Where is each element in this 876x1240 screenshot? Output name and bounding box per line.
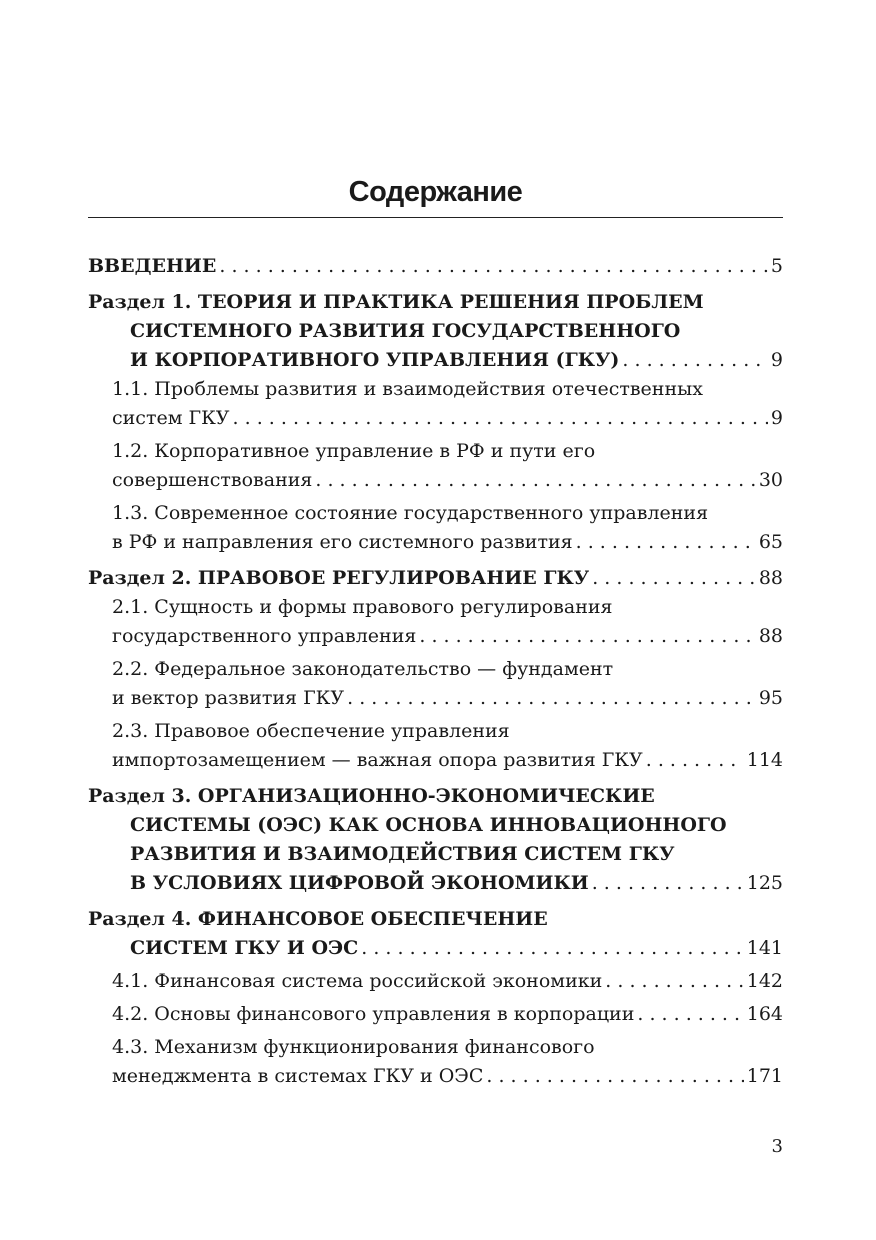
toc-subsection-title: 2.2. Федеральное законодательство — фундамент — [112, 658, 614, 680]
toc-section-title: И КОРПОРАТИВНОГО УПРАВЛЕНИЯ (ГКУ) — [130, 349, 620, 371]
toc-page-number: 65 — [758, 531, 783, 553]
toc-entry-intro[interactable] — [88, 252, 783, 281]
toc-subsection-4-3[interactable] — [88, 1033, 783, 1091]
toc-page-number: 171 — [746, 1065, 783, 1087]
toc-section-3[interactable] — [88, 782, 783, 898]
toc-section-title: В УСЛОВИЯХ ЦИФРОВОЙ ЭКОНОМИКИ — [130, 872, 589, 894]
dot-leader — [233, 404, 768, 433]
toc-subsection-title: менеджмента в системах ГКУ и ОЭС — [112, 1065, 484, 1087]
dot-leader — [315, 466, 755, 495]
toc-subsection-title: 1.3. Современное состояние государственного управления — [112, 502, 709, 524]
toc-page-number: 125 — [746, 872, 783, 894]
toc-page-number: 9 — [770, 349, 783, 371]
toc-subsection-title: 1.2. Корпоративное управление в РФ и пути его — [112, 440, 596, 462]
toc-subsection-4-1[interactable] — [88, 967, 783, 996]
toc-page-number: 30 — [758, 469, 783, 491]
toc-subsection-1-1[interactable] — [88, 375, 783, 433]
toc-subsection-2-3[interactable] — [88, 717, 783, 775]
dot-leader — [592, 869, 744, 898]
toc-section-4[interactable] — [88, 905, 783, 963]
dot-leader — [622, 346, 767, 375]
toc-page-number: 114 — [746, 749, 783, 771]
toc-subsection-title: 4.2. Основы финансового управления в корпорации — [112, 1003, 635, 1025]
toc-subsection-title: 1.1. Проблемы развития и взаимодействия отечественных — [112, 378, 703, 400]
toc-subsection-title: систем ГКУ — [112, 407, 230, 429]
toc-subsection-2-2[interactable] — [88, 655, 783, 713]
toc-subsection-title: 4.1. Финансовая система российской экономики — [112, 970, 603, 992]
page-title: Содержание — [348, 176, 523, 208]
toc-section-1[interactable] — [88, 288, 783, 375]
toc-section-title: СИСТЕМНОГО РАЗВИТИЯ ГОСУДАРСТВЕННОГО — [130, 320, 681, 342]
toc-entry-label: ВВЕДЕНИЕ — [88, 255, 217, 277]
page-number: 3 — [771, 1136, 783, 1157]
toc-subsection-title: импортозамещением — важная опора развития ГКУ — [112, 749, 643, 771]
dot-leader — [576, 528, 756, 557]
toc-section-title: Раздел 3. ОРГАНИЗАЦИОННО-ЭКОНОМИЧЕСКИЕ — [88, 785, 655, 807]
toc-page-number: 164 — [746, 1003, 783, 1025]
toc-section-title: РАЗВИТИЯ И ВЗАИМОДЕЙСТВИЯ СИСТЕМ ГКУ — [130, 843, 675, 865]
toc-subsection-title: 2.1. Сущность и формы правового регулирования — [112, 596, 613, 618]
dot-leader — [486, 1062, 743, 1091]
toc-page-number: 9 — [770, 407, 783, 429]
toc-subsection-1-2[interactable] — [88, 437, 783, 495]
toc-subsection-title: 4.3. Механизм функционирования финансового — [112, 1036, 595, 1058]
dot-leader — [646, 746, 744, 775]
toc-page-number: 141 — [746, 937, 783, 959]
toc-section-title: СИСТЕМ ГКУ И ОЭС — [130, 937, 359, 959]
toc-subsection-title: в РФ и направления его системного развития — [112, 531, 573, 553]
dot-leader — [219, 252, 768, 281]
dot-leader — [361, 934, 743, 963]
toc-section-title: Раздел 2. ПРАВОВОЕ РЕГУЛИРОВАНИЕ ГКУ — [88, 567, 590, 589]
toc-page-number: 5 — [770, 255, 783, 277]
table-of-contents — [88, 252, 783, 1091]
toc-page-number: 88 — [758, 625, 783, 647]
title-divider — [88, 217, 783, 218]
toc-subsection-title: государственного управления — [112, 625, 417, 647]
dot-leader — [605, 967, 743, 996]
toc-section-2[interactable] — [88, 564, 783, 593]
dot-leader — [419, 622, 755, 651]
toc-subsection-title: 2.3. Правовое обеспечение управления — [112, 720, 510, 742]
toc-page-number: 142 — [746, 970, 783, 992]
toc-subsection-2-1[interactable] — [88, 593, 783, 651]
toc-page-number: 95 — [758, 687, 783, 709]
toc-section-title: Раздел 4. ФИНАНСОВОЕ ОБЕСПЕЧЕНИЕ — [88, 908, 548, 930]
toc-section-title: СИСТЕМЫ (ОЭС) КАК ОСНОВА ИННОВАЦИОННОГО — [130, 814, 727, 836]
dot-leader — [592, 564, 756, 593]
toc-subsection-title: совершенствования — [112, 469, 313, 491]
toc-subsection-4-2[interactable] — [88, 1000, 783, 1029]
dot-leader — [637, 1000, 743, 1029]
toc-subsection-1-3[interactable] — [88, 499, 783, 557]
toc-subsection-title: и вектор развития ГКУ — [112, 687, 345, 709]
toc-page-number: 88 — [758, 567, 783, 589]
dot-leader — [347, 684, 756, 713]
toc-section-title: Раздел 1. ТЕОРИЯ И ПРАКТИКА РЕШЕНИЯ ПРОБЛЕМ — [88, 291, 704, 313]
